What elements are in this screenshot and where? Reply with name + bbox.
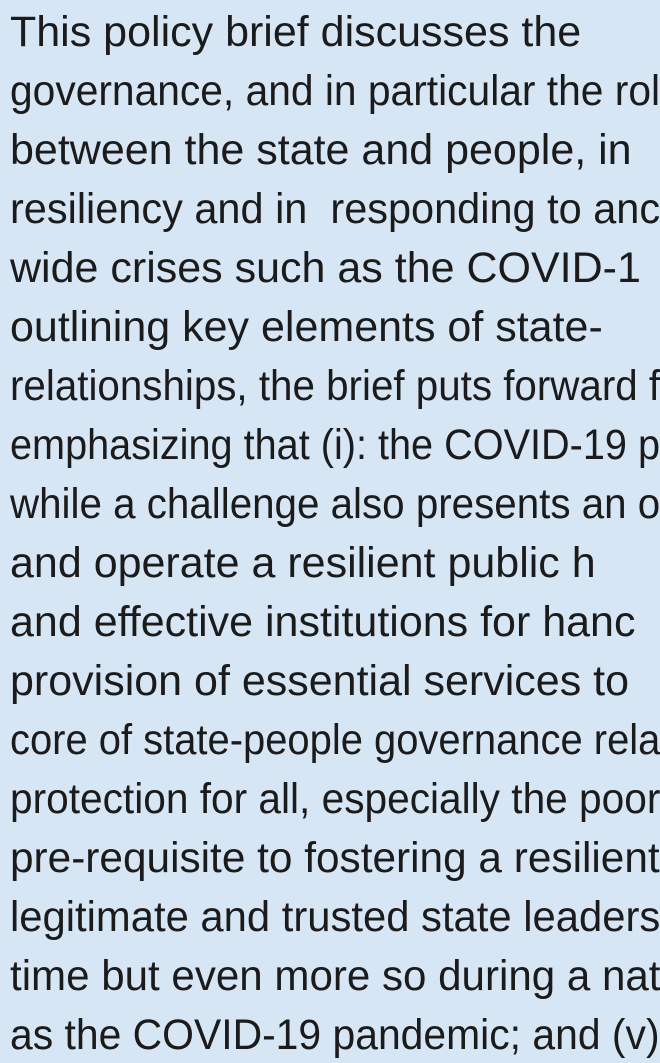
text-line: and effective institutions for hanc xyxy=(10,598,636,646)
text-line: as the COVID-19 pandemic; and (v) xyxy=(10,1011,660,1059)
text-line: wide crises such as the COVID-1 xyxy=(10,244,641,292)
text-line: pre-requisite to fostering a resilient xyxy=(10,834,660,882)
text-line: This policy brief discusses the xyxy=(10,8,582,56)
text-line: relationships, the brief puts forward f xyxy=(10,362,660,410)
text-line: provision of essential services to xyxy=(10,657,630,705)
text-line: time but even more so during a nat xyxy=(10,952,660,1000)
text-line: emphasizing that (i): the COVID-19 p xyxy=(10,421,660,469)
text-line: governance, and in particular the rol xyxy=(10,67,660,115)
text-line: while a challenge also presents an o xyxy=(10,480,660,528)
text-line: resiliency and in responding to anc xyxy=(10,185,660,233)
text-line: core of state-people governance rela xyxy=(10,716,660,764)
text-line: protection for all, especially the poor xyxy=(10,775,660,823)
text-line: legitimate and trusted state leaders xyxy=(10,893,660,941)
text-line: and operate a resilient public h xyxy=(10,539,596,587)
text-line: outlining key elements of state- xyxy=(10,303,603,351)
text-line: between the state and people, in xyxy=(10,126,632,174)
